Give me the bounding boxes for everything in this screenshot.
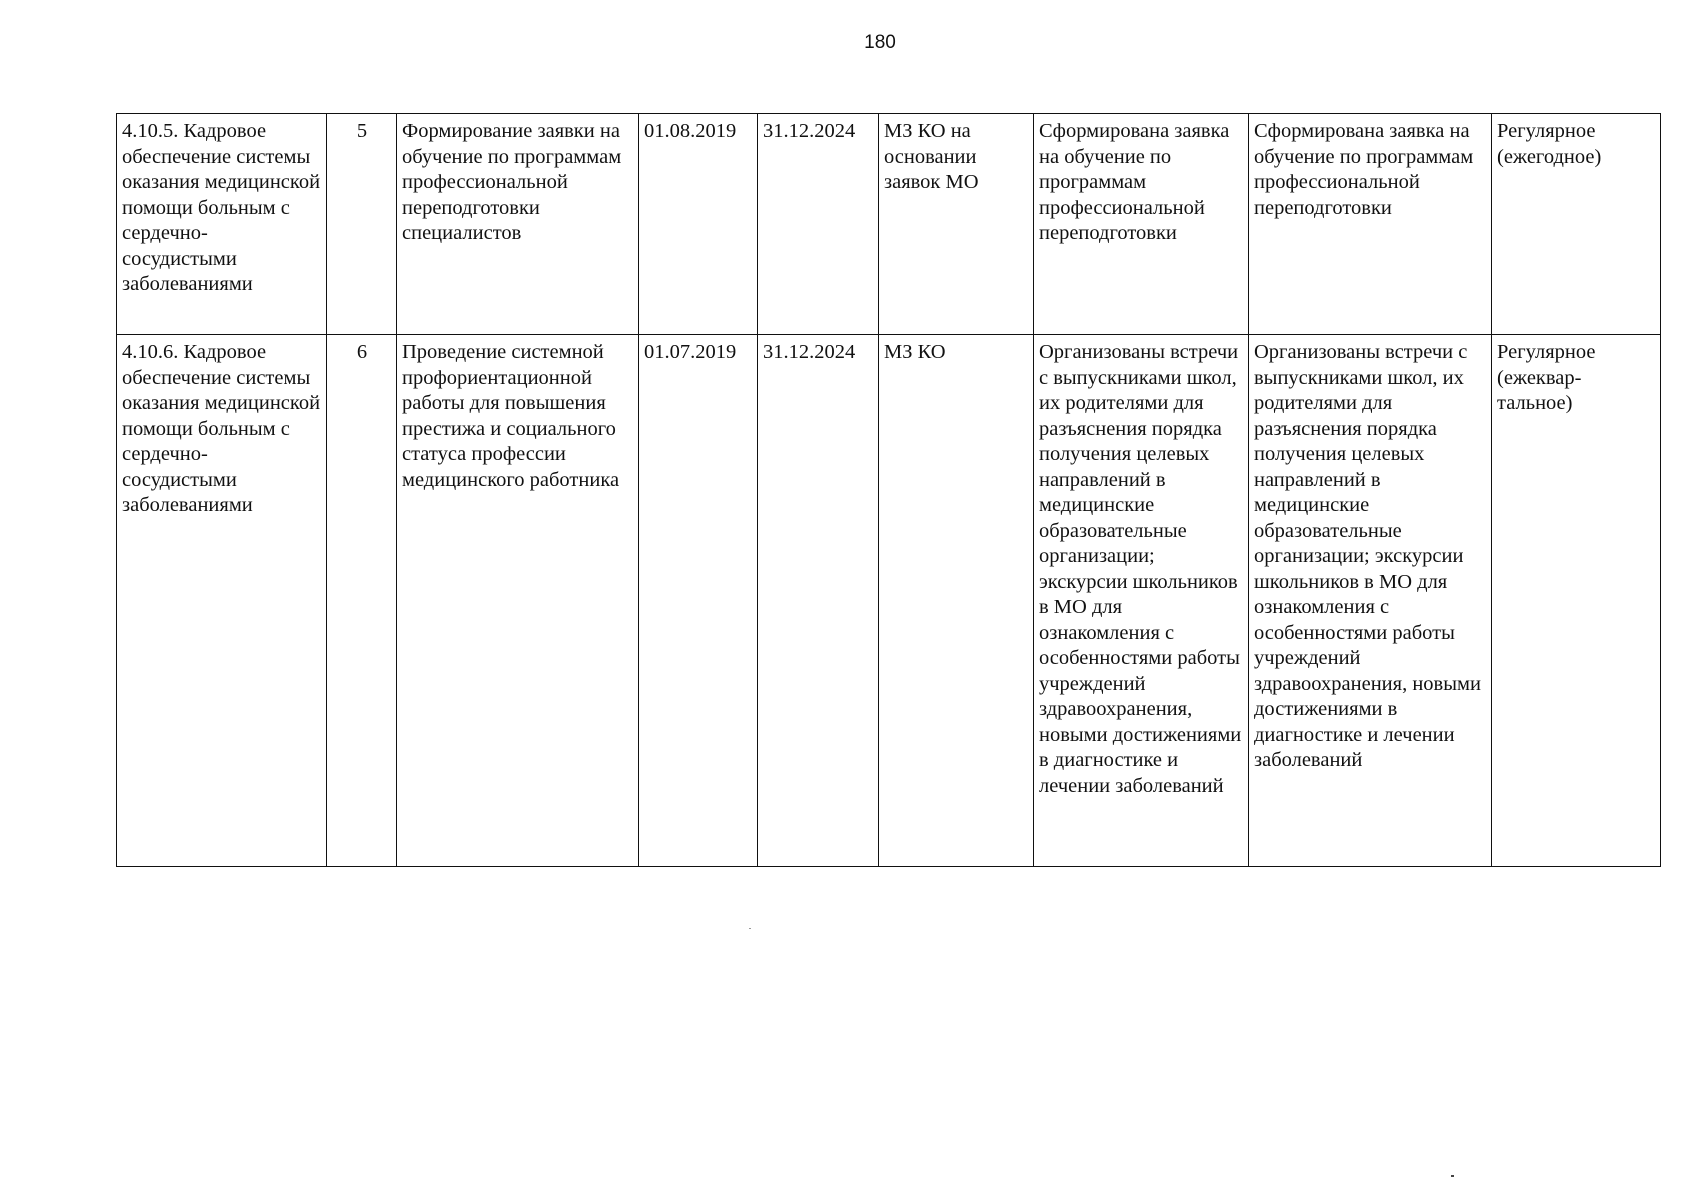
start-date-cell: 01.08.2019 [639, 114, 758, 335]
periodicity-cell: Регулярное (ежеквар-тальное) [1492, 335, 1661, 867]
table-row [117, 335, 1661, 867]
scan-speck [749, 928, 751, 929]
section-cell: 4.10.6. Кадровое обеспечение системы оказания медицинской помощи больным с сердечно-сосудистыми заболеваниями [117, 335, 327, 867]
activity-cell: Формирование заявки на обучение по программам профессиональной переподготовки специалистов [397, 114, 639, 335]
activities-table [116, 113, 1661, 867]
indicator-cell: Сформирована заявка на обучение по программам профессиональной переподготовки [1249, 114, 1492, 335]
responsible-cell: МЗ КО [879, 335, 1034, 867]
page-number: 180 [864, 32, 896, 53]
end-date-cell: 31.12.2024 [758, 335, 879, 867]
result-cell: Сформирована заявка на обучение по программам профессиональной переподготовки [1034, 114, 1249, 335]
number-cell: 5 [327, 114, 397, 335]
activity-cell: Проведение системной профориентационной работы для повышения престижа и социального статуса профессии медицинского работника [397, 335, 639, 867]
responsible-cell: МЗ КО на основании заявок МО [879, 114, 1034, 335]
section-cell: 4.10.5. Кадровое обеспечение системы оказания медицинской помощи больным с сердечно-сосудистыми заболеваниями [117, 114, 327, 335]
start-date-cell: 01.07.2019 [639, 335, 758, 867]
table-row [117, 114, 1661, 335]
periodicity-cell: Регулярное (ежегодное) [1492, 114, 1661, 335]
number-cell: 6 [327, 335, 397, 867]
result-cell: Организованы встречи с выпускниками школ, их родителями для разъяснения порядка получения целевых направлений в медицинские образовательные организации; экскурсии школьников в МО для ознакомления с особенностями работы учреждений здравоохранения, новыми достижениями в диагностике и лечении заболеваний [1034, 335, 1249, 867]
end-date-cell: 31.12.2024 [758, 114, 879, 335]
scan-speck [1451, 1175, 1454, 1177]
indicator-cell: Организованы встречи с выпускниками школ, их родителями для разъяснения порядка получения целевых направлений в медицинские образовательные организации; экскурсии школьников в МО для ознакомления с особенностями работы учреждений здравоохранения, новыми достижениями в диагностике и лечении заболеваний [1249, 335, 1492, 867]
